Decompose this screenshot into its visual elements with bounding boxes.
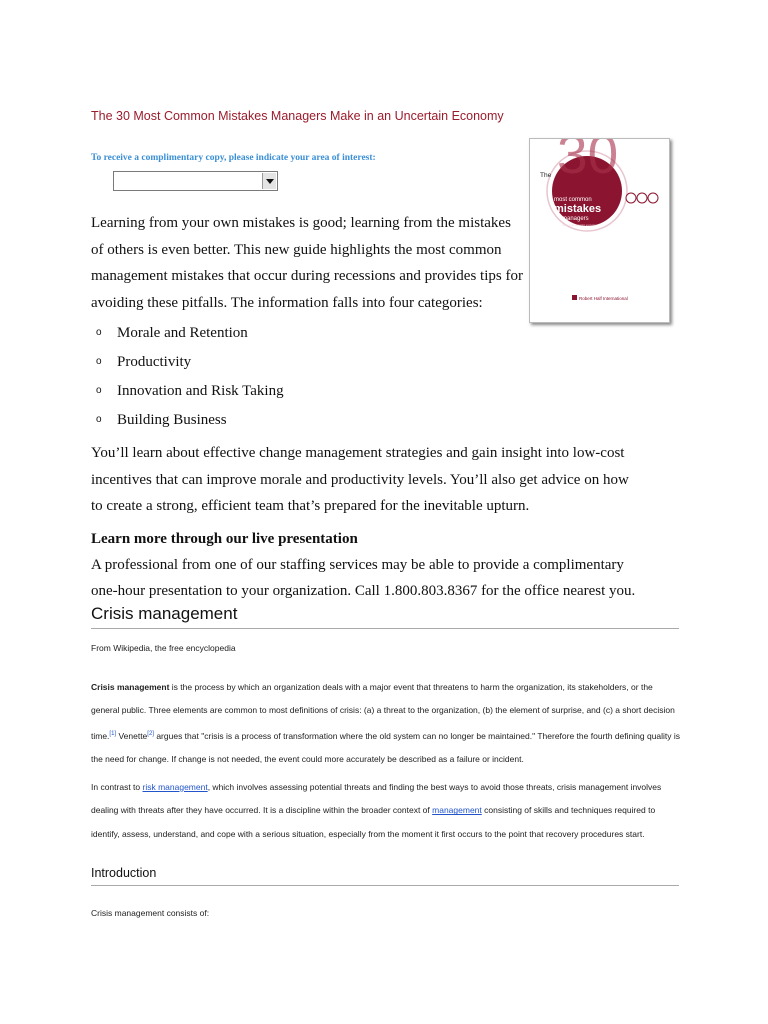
paragraph-text: , which involves assessing potential threats and finding the best ways to avoid those threats, crisis management involves dealing with threats after they have occurred. It is a discipline within the broader context of [91,782,662,816]
crisis-paragraph-2 [91,776,681,846]
cover-line4: make in an uncertain economy [562,224,597,227]
cover-line2: mistakes [554,203,602,215]
list-item [96,380,284,409]
consists-text: Crisis management consists of: [91,908,210,918]
cover-publisher: Robert Half International [579,296,628,301]
intro-line: avoiding these pitfalls. The information falls into four categories: [91,294,483,311]
intro-line: management mistakes that occur during recessions and provides tips for [91,268,523,284]
book-cover-image [529,138,670,323]
paragraph-text: In contrast to [91,782,143,792]
cover-line1: most common [554,197,592,203]
crisis-heading: Crisis management [91,604,238,623]
area-of-interest-select[interactable] [113,171,278,191]
list-item-label: Productivity [117,354,192,370]
learn-paragraph [91,440,629,520]
management-link[interactable]: management [432,805,482,816]
reference-link[interactable]: [2] [147,730,154,737]
bullet-marker: o [96,356,102,367]
list-item-label: Morale and Retention [117,325,248,341]
cover-the: The [540,172,552,179]
list-item [96,322,284,351]
presentation-heading: Learn more through our live presentation [91,531,358,547]
paragraph-text: consisting of skills and techniques required to identify, assess, understand, and cope with a serious situation, especially from the moment it first occurs to the point that recovery procedures start. [91,805,656,839]
presentation-line: A professional from one of our staffing services may be able to provide a complimentary [91,557,624,573]
list-item [96,409,284,438]
source-note: From Wikipedia, the free encyclopedia [91,643,236,653]
heading-divider [91,885,679,886]
chevron-down-icon[interactable] [262,173,276,189]
cover-number: 30 [557,139,619,185]
book-cover-graphic [530,139,669,322]
presentation-line: one-hour presentation to your organization. Call 1.800.803.8367 for the office nearest you. [91,583,636,599]
cover-line3: managers [562,216,589,222]
paragraph-text: Venette [116,730,148,741]
bullet-marker: o [96,414,102,425]
crisis-term: Crisis management [91,682,170,692]
intro-line: Learning from your own mistakes is good; learning from the mistakes [91,215,511,231]
learn-line: incentives that can improve morale and productivity levels. You’ll also get advice on how [91,471,629,488]
heading-divider [91,628,679,629]
categories-list [96,322,284,438]
introduction-heading: Introduction [91,866,157,880]
intro-paragraph [91,210,536,316]
intro-line: of others is even better. This new guide highlights the most common [91,241,502,258]
bullet-marker: o [96,385,102,396]
paragraph-text: is the process by which an organization deals with a major event that threatens to harm the organization, its stakeholders, or the general public. Three elements are common to most definitions of crisis: (a) a threat to the organization, (b) the element of surprise, and (c) a short decision time. [91,682,675,741]
bullet-marker: o [96,327,102,338]
interest-prompt: To receive a complimentary copy, please indicate your area of interest: [91,153,376,163]
learn-line: to create a strong, efficient team that’s prepared for the inevitable upturn. [91,498,530,514]
list-item [96,351,284,380]
learn-line: You’ll learn about effective change management strategies and gain insight into low-cost [91,445,625,461]
risk-management-link[interactable]: risk management [142,782,208,792]
presentation-paragraph [91,552,635,604]
reference-link[interactable]: [1] [109,730,117,737]
document-title: The 30 Most Common Mistakes Managers Make in an Uncertain Economy [91,109,504,123]
list-item-label: Building Business [117,412,227,428]
paragraph-text: argues that "crisis is a process of transformation where the old system can no longer be maintained." Therefore the fourth defining quality is the need for change. If change is not needed, the event could more accurately be described as a failure or incident. [91,730,681,764]
list-item-label: Innovation and Risk Taking [117,383,284,399]
crisis-paragraph-1 [91,676,681,771]
